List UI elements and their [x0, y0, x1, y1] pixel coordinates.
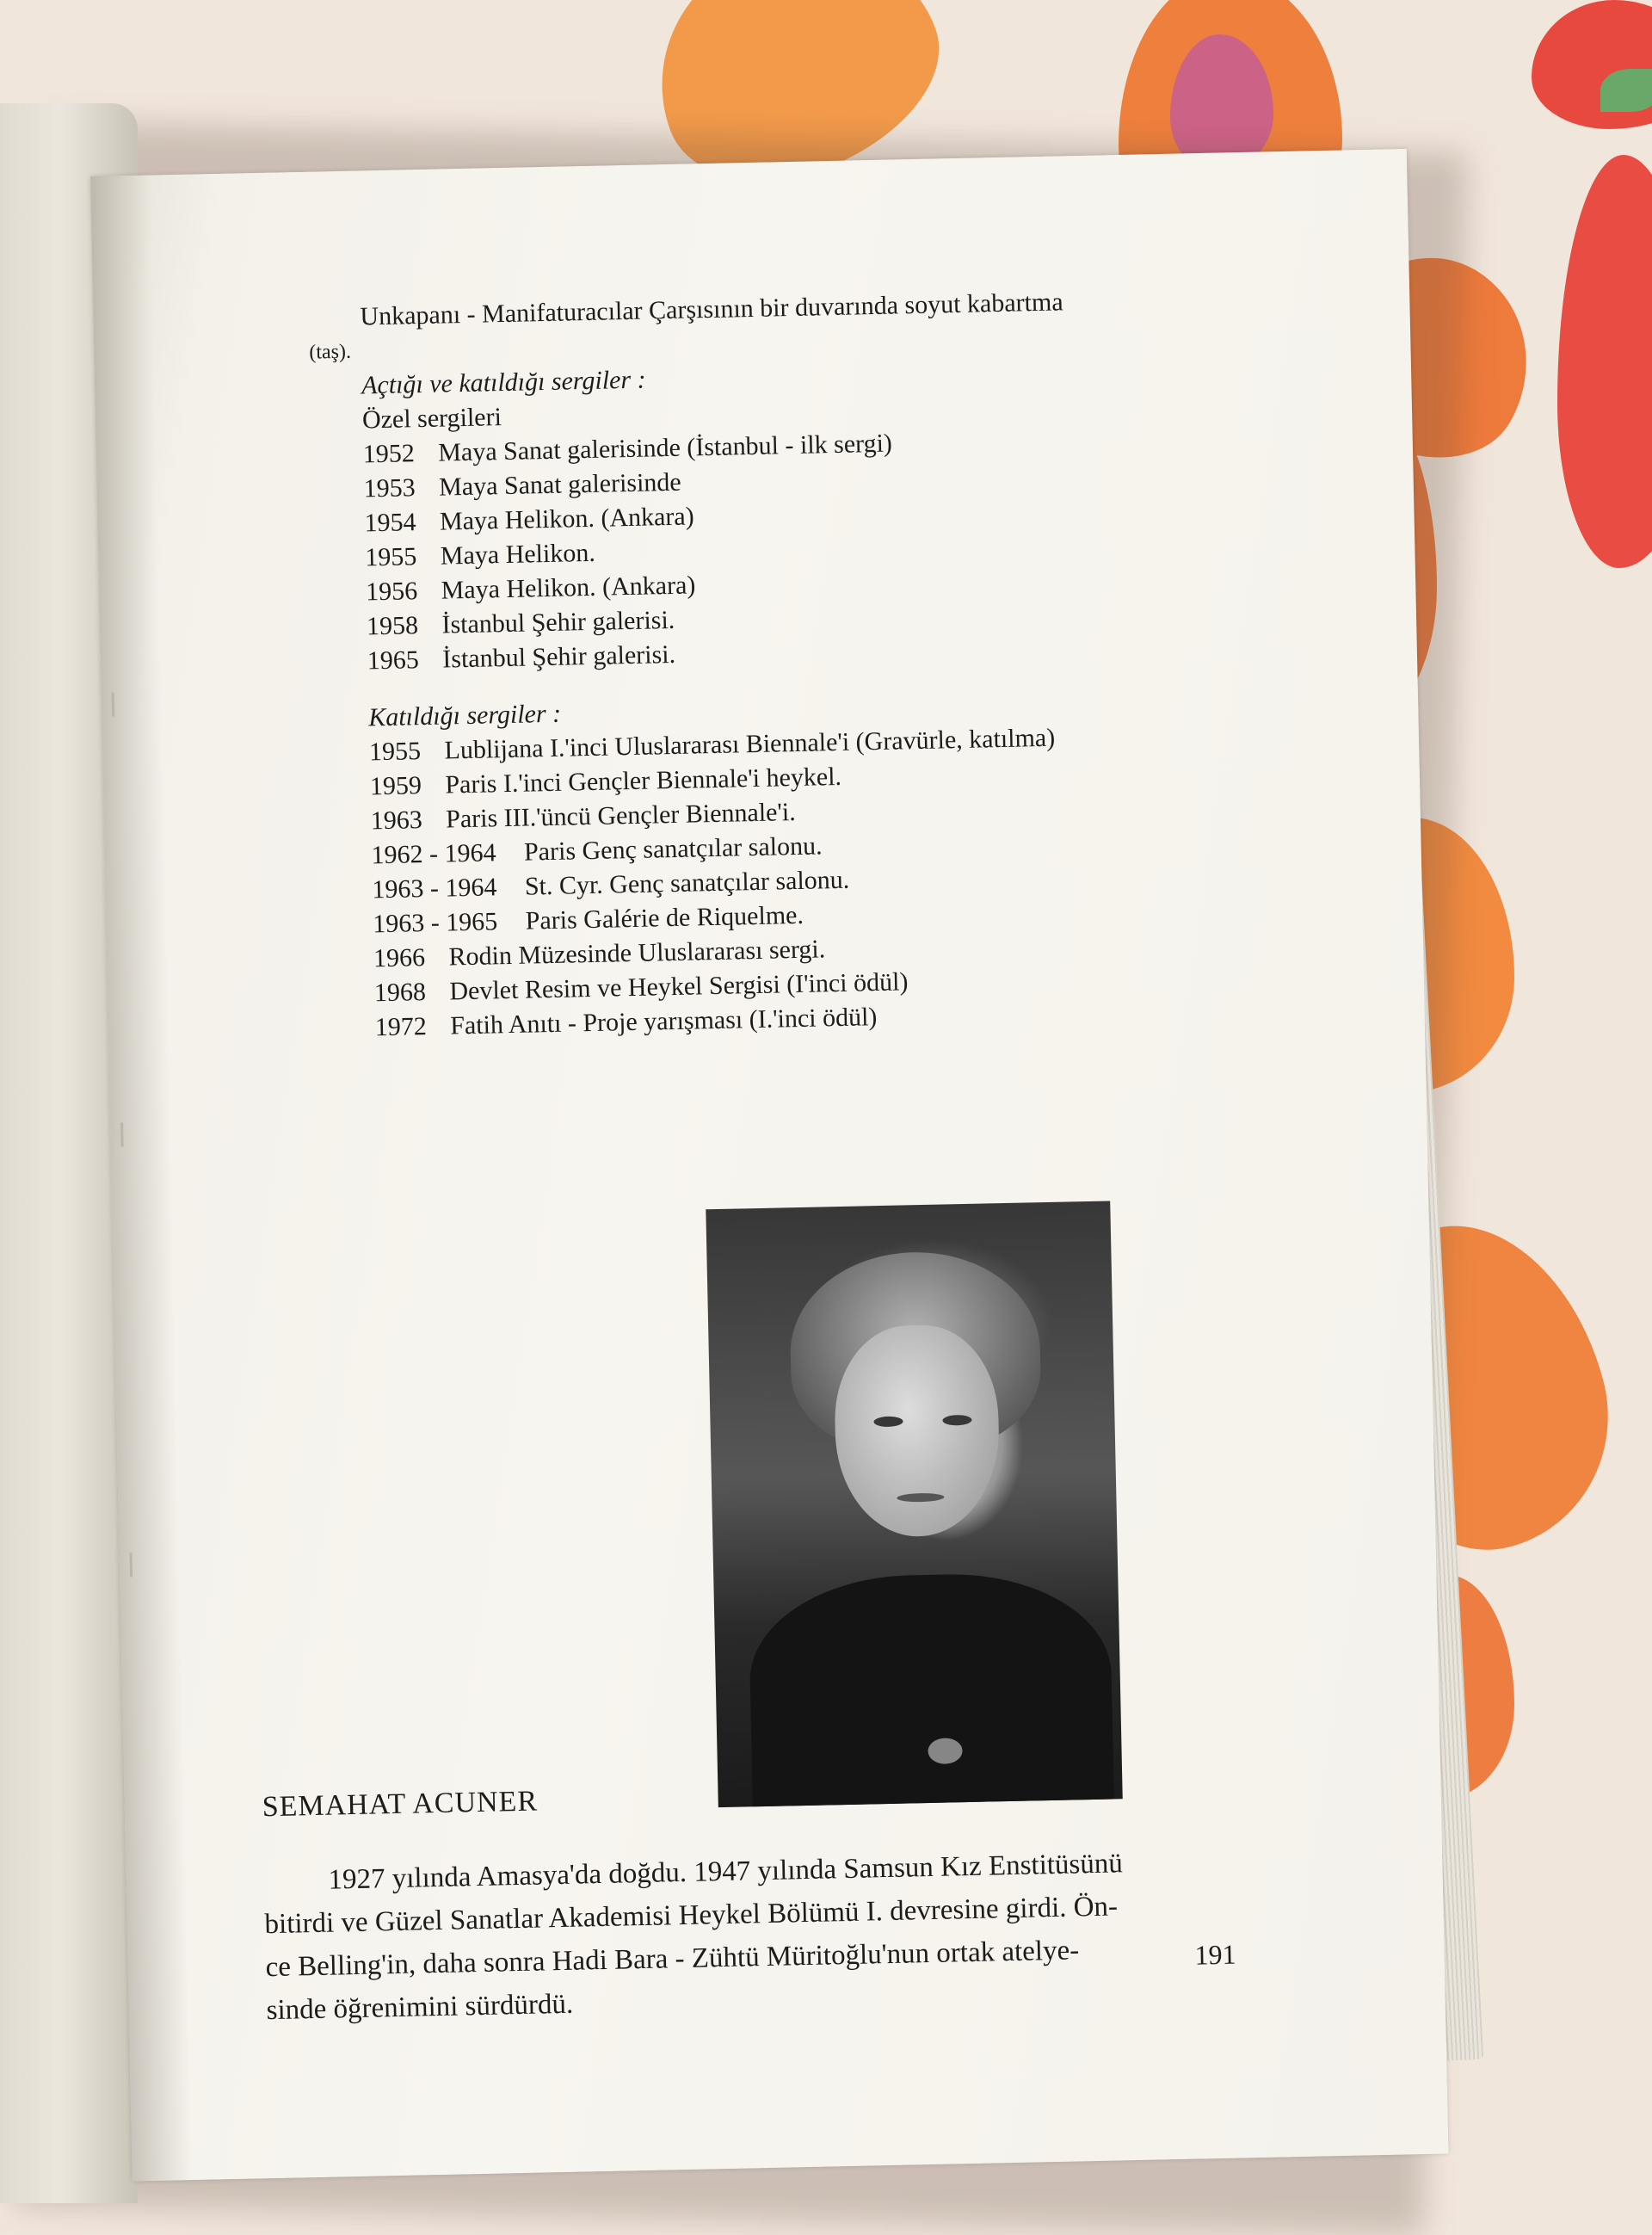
exhibition-text: Devlet Resim ve Heykel Sergisi (I'inci ödül)	[449, 967, 909, 1006]
bio-line: sinde öğrenimini sürdürdü.	[266, 1988, 574, 2027]
intro-line: Unkapanı - Manifaturacılar Çarşısının bir duvarında soyut kabartma	[360, 287, 1063, 331]
exhibition-text: Maya Helikon.	[440, 538, 596, 571]
year-range: 1963 - 1965	[372, 907, 498, 939]
year: 1955	[365, 542, 417, 572]
exhibition-text: Lublijana I.'inci Uluslararası Biennale'i (Gravürle, katılma)	[444, 723, 1056, 765]
binding-stitch	[112, 693, 115, 717]
portrait-face	[833, 1324, 1001, 1538]
flower-pattern	[1557, 155, 1652, 568]
page-number: 191	[1194, 1938, 1236, 1971]
exhibition-text: Maya Helikon. (Ankara)	[439, 502, 695, 536]
bio-text: 1927 yılında Amasya'da doğdu. 1947 yılında Samsun Kız Enstitüsünü	[328, 1848, 1124, 1896]
group-heading: Katıldığı sergiler :	[367, 699, 562, 732]
binding-stitch	[130, 1553, 133, 1577]
exhibition-text: Rodin Müzesinde Uluslararası sergi.	[448, 935, 826, 972]
exhibition-text: Maya Sanat galerisinde (İstanbul - ilk sergi)	[437, 429, 893, 467]
exhibition-text: İstanbul Şehir galerisi.	[441, 639, 676, 674]
exhibition-text: St. Cyr. Genç sanatçılar salonu.	[524, 865, 850, 901]
year: 1955	[368, 737, 422, 767]
year-range: 1962 - 1964	[371, 838, 496, 870]
solo-heading: Özel sergileri	[361, 403, 502, 435]
portrait-clothing	[748, 1571, 1113, 1807]
book-page	[90, 149, 1448, 2182]
artist-portrait-photo	[706, 1201, 1122, 1807]
binding-stitch	[120, 1122, 124, 1146]
year: 1959	[369, 771, 422, 801]
artist-biography	[263, 1839, 1282, 2033]
year: 1968	[373, 978, 427, 1008]
year: 1956	[365, 577, 418, 607]
exhibition-text: Maya Sanat galerisinde	[438, 467, 682, 502]
year: 1966	[373, 943, 426, 973]
year: 1972	[374, 1012, 428, 1042]
bio-line: bitirdi ve Güzel Sanatlar Akademisi Heykel Bölümü I. devresine girdi. Ön-	[264, 1891, 1119, 1941]
exhibition-text: Paris Galérie de Riquelme.	[525, 900, 804, 935]
artist-name: SEMAHAT ACUNER	[262, 1785, 539, 1824]
year: 1953	[363, 473, 416, 503]
year-range: 1963 - 1964	[372, 873, 497, 904]
year: 1965	[367, 645, 420, 676]
year: 1952	[362, 439, 416, 469]
year: 1954	[364, 508, 416, 538]
year: 1963	[370, 806, 423, 836]
exhibition-text: Maya Helikon. (Ankara)	[441, 571, 696, 605]
exhibition-text: Paris I.'inci Gençler Biennale'i heykel.	[445, 762, 842, 800]
exhibition-text: Paris Genç sanatçılar salonu.	[523, 831, 823, 867]
exhibition-text: İstanbul Şehir galerisi.	[441, 605, 675, 639]
year: 1958	[366, 611, 419, 641]
intro-line: (taş).	[309, 340, 352, 364]
section-heading: Açtığı ve katıldığı sergiler :	[361, 365, 646, 400]
bio-line: ce Belling'in, daha sonra Hadi Bara - Zühtü Müritoğlu'nun ortak atelye-	[265, 1935, 1080, 1984]
exhibition-text: Fatih Anıtı - Proje yarışması (I.'inci ödül)	[449, 1003, 878, 1040]
page-text	[308, 281, 1270, 1046]
exhibition-text: Paris III.'üncü Gençler Biennale'i.	[445, 798, 796, 834]
leaf-pattern	[1600, 69, 1652, 112]
